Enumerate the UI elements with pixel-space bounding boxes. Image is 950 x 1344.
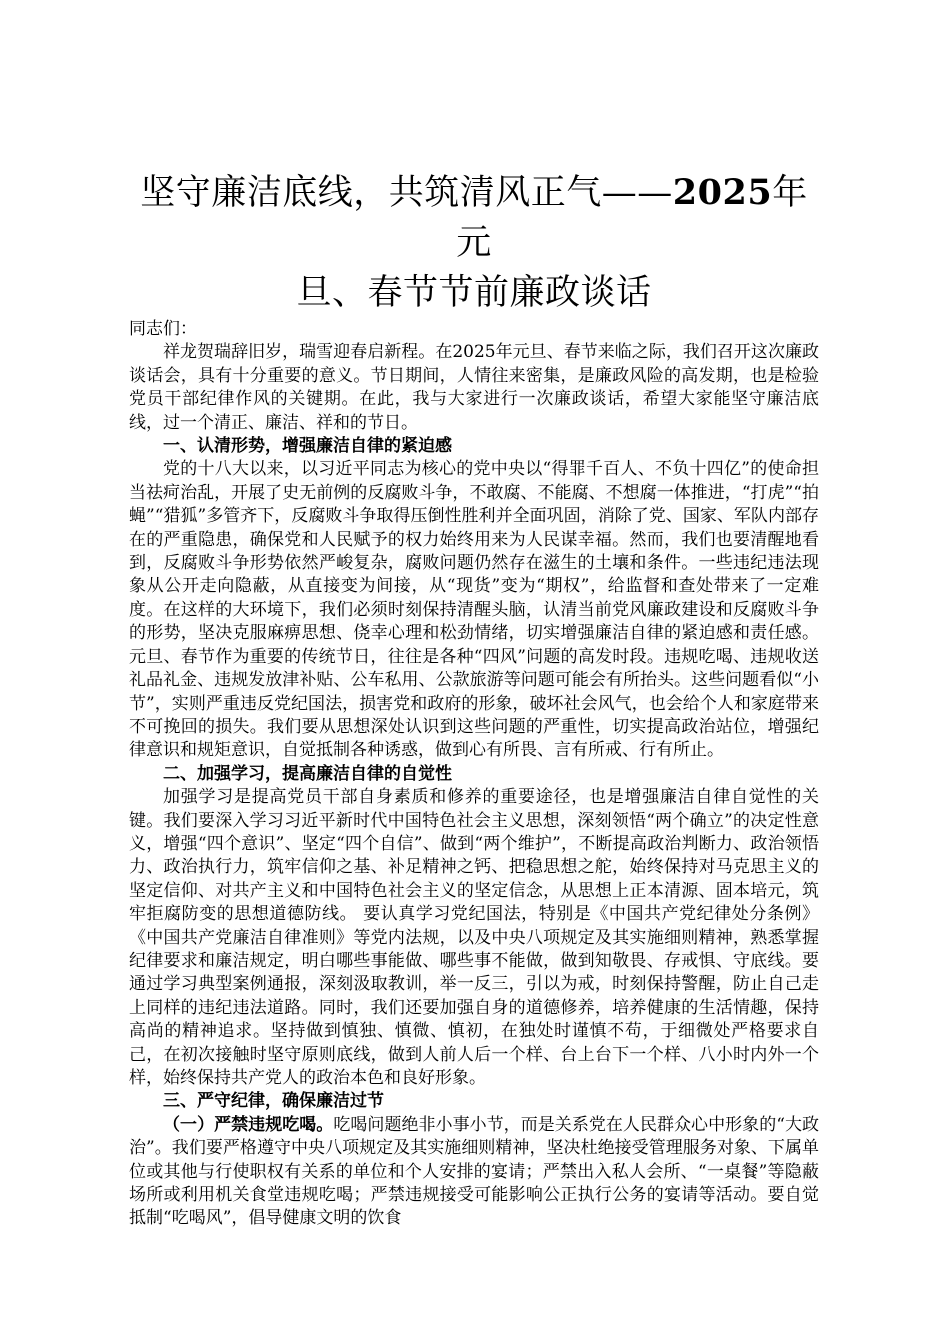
section3-sub1-paragraph [129,1114,819,1231]
title-line2: 旦、春节节前廉政谈话 [296,273,652,313]
title-year: 2025 [672,172,773,213]
section1-heading: 一、认清形势，增强廉洁自律的紧迫感 [163,436,452,457]
salutation: 同志们： [129,319,197,339]
document-body [129,318,819,1231]
section2-paragraph: 加强学习是提高党员干部自身素质和修养的重要途径，也是增强廉洁自律自觉性的关键。我们要深入学习习近平新时代中国特色社会主义思想，深刻领悟“两个确立”的决定性意义，增强“四个意识”、坚定“四个自信”、做到“两个维护”，不断提高政治判断力、政治领悟力、政治执行力，筑牢信仰之基、补足精神之钙、把稳思想之舵，始终保持对马克思主义的坚定信仰、对共产主义和中国特色社会主义的坚定信念，从思想上正本清源、固本培元，筑牢拒腐防变的思想道德防线。 要认真学习党纪国法，特别是《中国共产党纪律处分条例》《中国共产党廉洁自律准则》等党内法规，以及中央八项规定及其实施细则精神，熟悉掌握纪律要求和廉洁规定，明白哪些事能做、哪些事不能做，做到知敬畏、存戒惧、守底线。要通过学习典型案例通报，深刻汲取教训，举一反三，引以为戒，时刻保持警醒，防止自己走上同样的违纪违法道路。同时，我们还要加强自身的道德修养，培养健康的生活情趣，保持高尚的精神追求。坚持做到慎独、慎微、慎初，在独处时谨慎不苟，于细微处严格要求自己，在初次接触时坚守原则底线，做到人前人后一个样、台上台下一个样、八小时内外一个样，始终保持共产党人的政治本色和良好形象。 [129,787,819,1088]
section3-heading: 三、严守纪律，确保廉洁过节 [163,1091,384,1112]
title-line1-part1: 坚守廉洁底线，共筑清风正气—— [140,173,673,213]
section2-heading: 二、加强学习，提高廉洁自律的自觉性 [163,763,452,784]
document-title [129,168,819,318]
title-line1-part3: 年元 [456,173,808,263]
section1-paragraph: 党的十八大以来，以习近平同志为核心的党中央以“得罪千百人、不负十四亿”的使命担当祛疴治乱，开展了史无前例的反腐败斗争，不敢腐、不能腐、不想腐一体推进，“打虎”“拍蝇”“猎狐”多管齐下，反腐败斗争取得压倒性胜利并全面巩固，消除了党、国家、军队内部存在的严重隐患，确保党和人民赋予的权力始终用来为人民谋幸福。然而，我们也要清醒地看到，反腐败斗争形势依然严峻复杂，腐败问题仍然存在滋生的土壤和条件。一些违纪违法现象从公开走向隐蔽，从直接变为间接，从“现货”变为“期权”，给监督和查处带来了一定难度。在这样的大环境下，我们必须时刻保持清醒头脑，认清当前党风廉政建设和反腐败斗争的形势，坚决克服麻痹思想、侥幸心理和松劲情绪，切实增强廉洁自律的紧迫感和责任感。元旦、春节作为重要的传统节日，往往是各种“四风”问题的高发时段。违规吃喝、违规收送礼品礼金、违规发放津补贴、公车私用、公款旅游等问题可能会有所抬头。这些问题看似“小节”，实则严重违反党纪国法，损害党和政府的形象，破坏社会风气，也会给个人和家庭带来不可挽回的损失。我们要从思想深处认识到这些问题的严重性，切实提高政治站位，增强纪律意识和规矩意识，自觉抵制各种诱惑，做到心有所畏、言有所戒、行有所止。 [129,459,819,761]
intro-paragraph: 祥龙贺瑞辞旧岁，瑞雪迎春启新程。在2025年元旦、春节来临之际，我们召开这次廉政谈话会，具有十分重要的意义。节日期间，人情往来密集，是廉政风险的高发期，也是检验党员干部纪律作风的关键期。在此，我与大家进行一次廉政谈话，希望大家能坚守廉洁底线，过一个清正、廉洁、祥和的节日。 [129,342,819,433]
section3-sub1-label: （一）严禁违规吃喝。 [163,1114,334,1135]
section3-sub1-text: 吃喝问题绝非小事小节，而是关系党在人民群众心中形象的“大政治”。我们要严格遵守中央八项规定及其实施细则精神，坚决杜绝接受管理服务对象、下属单位或其他与行使职权有关系的单位和个人安排的宴请；严禁出入私人会所、“一桌餐”等隐蔽场所或利用机关食堂违规吃喝；严禁违规接受可能影响公正执行公务的宴请等活动。要自觉抵制“吃喝风”，倡导健康文明的饮食 [129,1114,819,1229]
document-page [129,168,819,1231]
